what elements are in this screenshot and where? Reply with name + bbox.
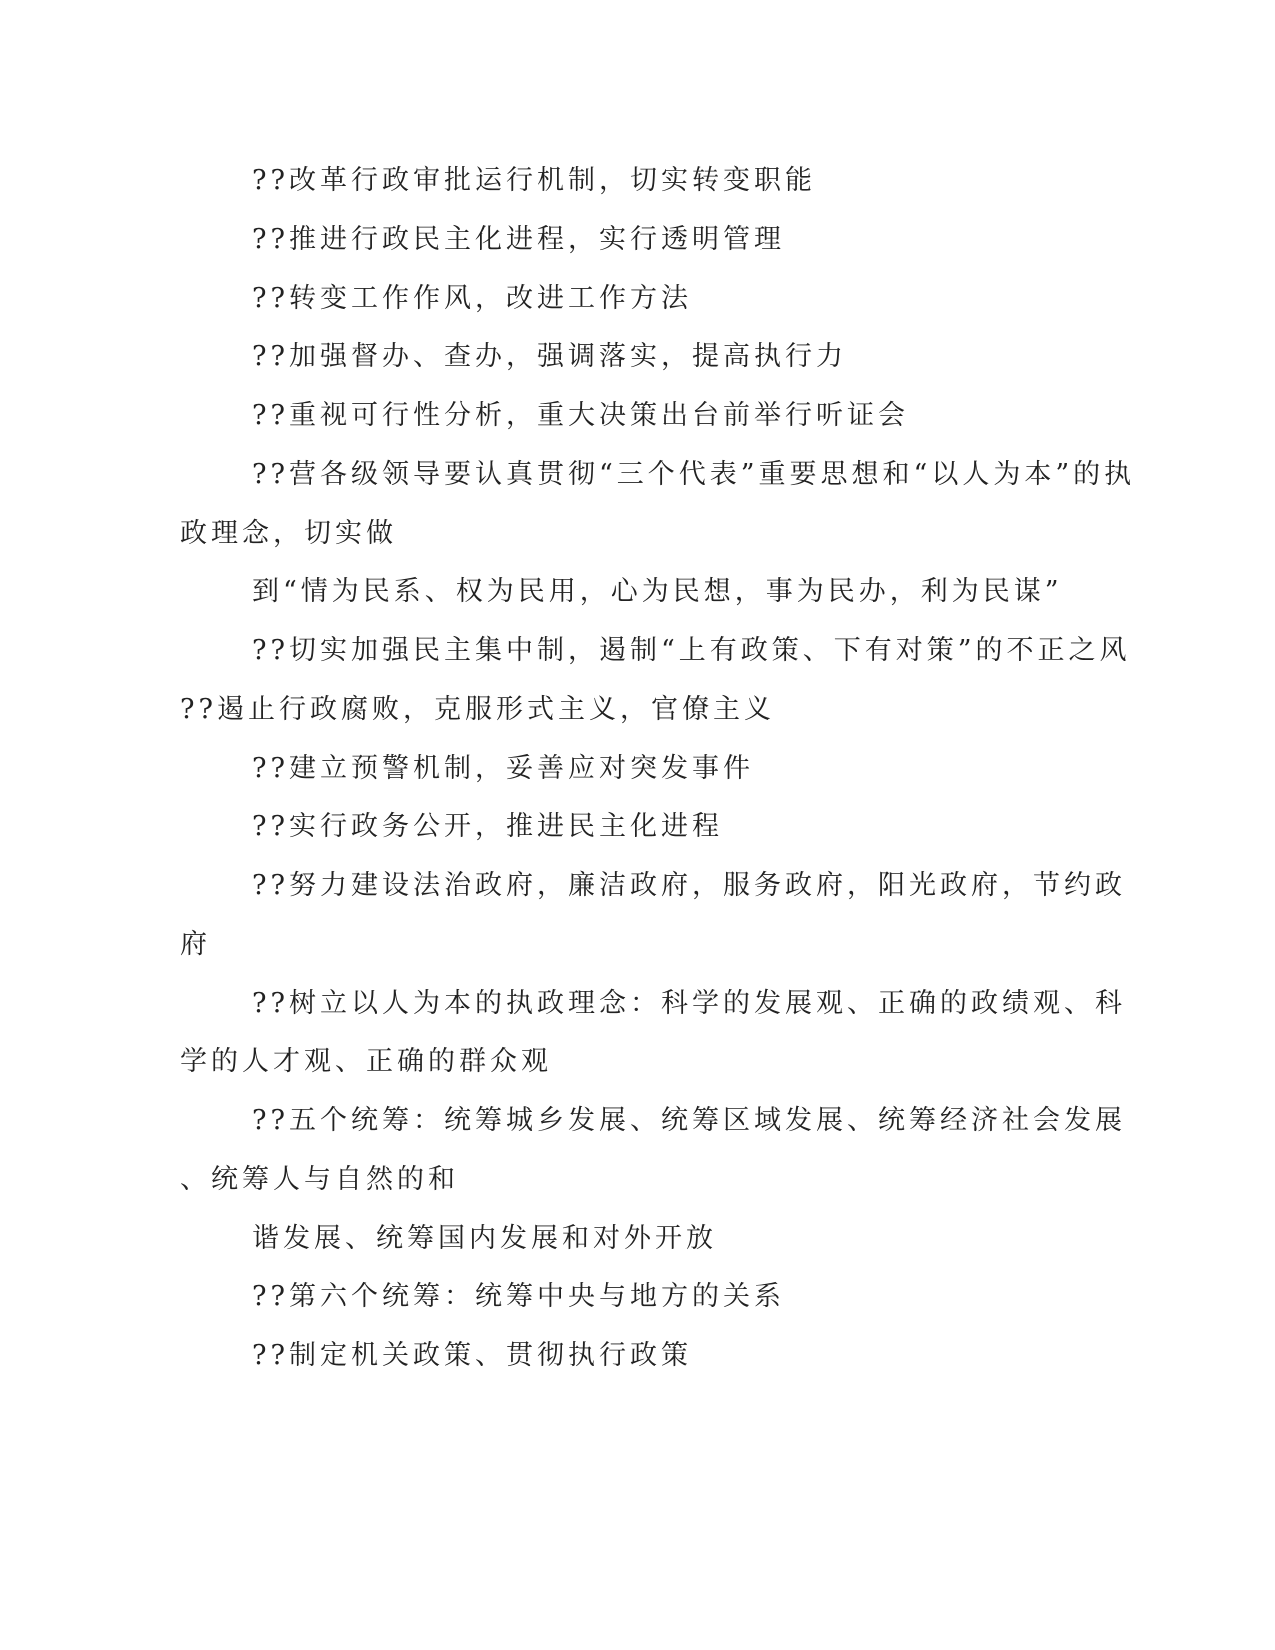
text-line: ??改革行政审批运行机制，切实转变职能 [252,165,816,196]
text-line: ??五个统筹：统筹城乡发展、统筹区域发展、统筹经济社会发展 [252,1105,1126,1136]
text-line: 、统筹人与自然的和 [180,1163,459,1195]
text-line: 府 [180,928,211,960]
text-line: 到“情为民系、权为民用，心为民想，事为民办，利为民谋” [252,576,1063,608]
text-line: ??建立预警机制，妥善应对突发事件 [252,752,754,784]
text-line: ??遏止行政腐败，克服形式主义，官僚主义 [180,693,775,725]
text-line: ??推进行政民主化进程，实行透明管理 [252,223,785,255]
text-line: ??实行政务公开，推进民主化进程 [252,811,723,843]
text-line: ??营各级领导要认真贯彻“三个代表”重要思想和“以人为本”的执 [252,458,1136,490]
text-line: ??第六个统筹：统筹中央与地方的关系 [252,1281,785,1313]
text-line: 学的人才观、正确的群众观 [180,1046,552,1078]
text-line: ??努力建设法治政府，廉洁政府，服务政府，阳光政府，节约政 [252,870,1126,901]
text-line: ??重视可行性分析，重大决策出台前举行听证会 [252,400,909,431]
text-line: ??加强督办、查办，强调落实，提高执行力 [252,341,847,373]
document-body [180,160,1136,1394]
text-line: ??树立以人为本的执政理念：科学的发展观、正确的政绩观、科 [252,987,1126,1019]
text-line: ??转变工作作风，改进工作方法 [252,282,692,314]
text-line: 谐发展、统筹国内发展和对外开放 [252,1222,717,1254]
text-line: 政理念，切实做 [180,517,397,549]
text-line: ??制定机关政策、贯彻执行政策 [252,1340,692,1371]
text-line: ??切实加强民主集中制，遏制“上有政策、下有对策”的不正之风 [252,635,1131,666]
